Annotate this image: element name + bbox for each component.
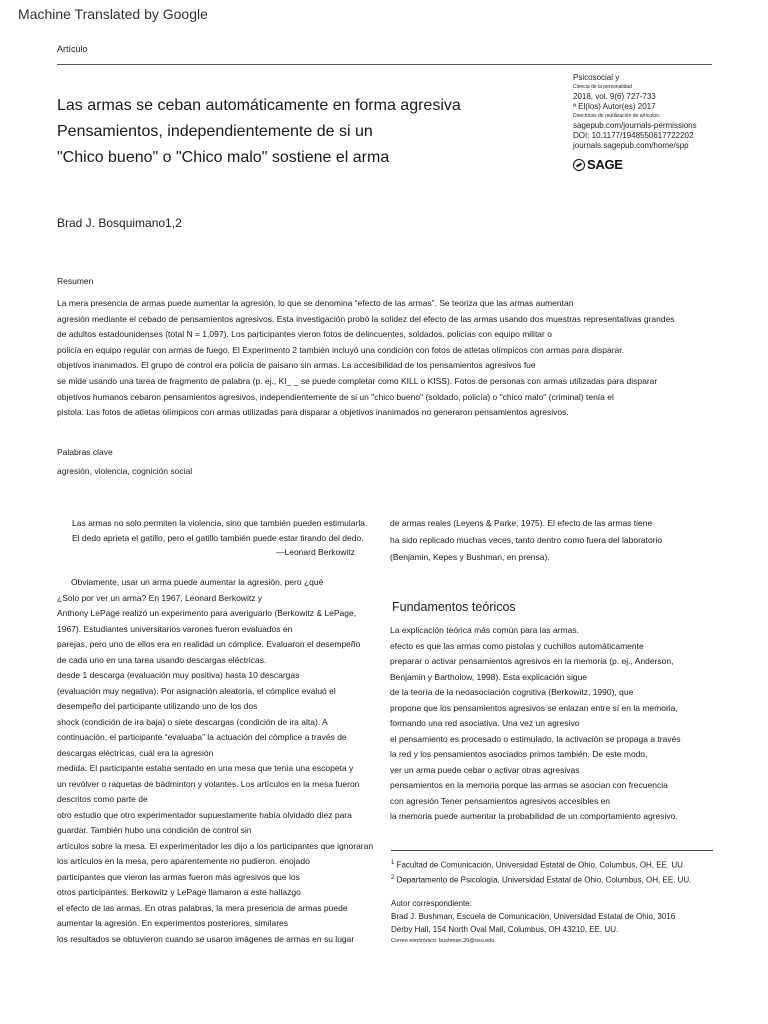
epigraph-attribution: —Leonard Berkowitz bbox=[276, 547, 355, 557]
body-left-column bbox=[57, 575, 379, 947]
footnote-text: Facultad de Comunicación, Universidad Estatal de Ohio, Columbus, OH, EE. UU. bbox=[396, 860, 686, 870]
keywords-heading: Palabras clave bbox=[57, 447, 113, 457]
abstract-line: de adultos estadounidenses (total N = 1,097). Los participantes vieron fotos de delincuentes, soldados, policías con equipo militar o bbox=[57, 329, 552, 340]
body-line: formando una red asociativa. Una vez un agresivo bbox=[390, 718, 580, 728]
body-line: desde 1 descarga (evaluación muy positiva) hasta 10 descargas bbox=[57, 670, 300, 680]
body-line: descargas eléctricas, cuál era la agresión bbox=[57, 747, 214, 758]
footnote-rule bbox=[391, 850, 713, 851]
abstract-line: objetivos inanimados. El grupo de control era policía de paisano sin armas. La accesibilidad de los pensamientos agresivos fue bbox=[57, 360, 536, 371]
journal-copyright: ª El(los) Autor(es) 2017 bbox=[573, 102, 656, 111]
author-name: Brad J. Bosquimano1,2 bbox=[57, 216, 182, 230]
body-line: medida. El participante estaba sentado en una mesa que tenía una escopeta y bbox=[57, 763, 354, 773]
correspondence-email[interactable]: Correo electrónico: bushman.20@osu.edu bbox=[391, 938, 495, 944]
body-line: ver un arma puede cebar o activar otras agresivas bbox=[390, 764, 580, 775]
abstract-line: La mera presencia de armas puede aumentar la agresión, lo que se denomina “efecto de las armas”. Se teoriza que las armas aumentan bbox=[57, 298, 574, 308]
body-line: Benjamin y Bartholow, 1998). Esta explicación sigue bbox=[390, 671, 588, 682]
epigraph-line: El dedo aprieta el gatillo, pero el gatillo también puede estar tirando del dedo. bbox=[72, 532, 364, 543]
footnote bbox=[391, 857, 721, 872]
footnote bbox=[391, 872, 721, 887]
body-line: otros participantes. Berkowitz y LePage llamaron a este hallazgo bbox=[57, 887, 301, 897]
footnote-mark: 2 bbox=[391, 874, 395, 881]
abstract-line: objetivos humanos cebaron pensamientos agresivos, independientemente de si un "chico bueno" (soldado, policía) o "chico malo" (criminal) tenía el bbox=[57, 391, 614, 402]
title-line: "Chico bueno" o "Chico malo" sostiene el arma bbox=[57, 149, 390, 166]
epigraph-line: Las armas no solo permiten la violencia, sino que también pueden estimularla. bbox=[72, 518, 368, 528]
permissions-link[interactable]: sagepub.com/journals-permissions bbox=[573, 121, 697, 130]
body-line: parejas, pero uno de ellos era en realidad un cómplice. Evaluaron el desempeño bbox=[57, 639, 361, 649]
sage-logo-text: SAGE bbox=[587, 157, 623, 172]
body-line: un revólver o raquetas de bádminton y volantes. Los artículos en la mesa fueron bbox=[57, 778, 360, 789]
body-line: continuación, el participante “evaluaba” la actuación del cómplice a través de bbox=[57, 732, 347, 742]
body-line: otro estudio que otro experimentador supuestamente había olvidado diez para bbox=[57, 809, 352, 820]
corresponding-author bbox=[391, 897, 721, 946]
abstract-line: policía en equipo regular con armas de fuego. El Experimento 2 también incluyó una condición con fotos de atletas olímpicos con armas para disparar. bbox=[57, 344, 624, 355]
footnote-text: Departamento de Psicología, Universidad Estatal de Ohio, Columbus, OH, EE. UU. bbox=[396, 875, 692, 885]
header-rule bbox=[57, 64, 712, 65]
footnote-mark: 1 bbox=[391, 860, 395, 866]
machine-translated-banner: Machine Translated by Google bbox=[18, 6, 208, 22]
body-line: Anthony LePage realizó un experimento para averiguarlo (Berkowitz & LePage, bbox=[57, 608, 357, 618]
body-line: efecto es que las armas como pistolas y cuchillos automáticamente bbox=[390, 640, 644, 651]
body-line: aumentar la agresión. En experimentos posteriores, similares bbox=[57, 918, 289, 928]
journal-info bbox=[573, 72, 723, 172]
reuse-guidelines: Directrices de reutilización de artículos: bbox=[573, 113, 660, 119]
article-title bbox=[57, 93, 537, 171]
abstract-body bbox=[57, 296, 717, 421]
section-heading-theory: Fundamentos teóricos bbox=[392, 600, 516, 614]
correspondence-heading: Autor correspondiente: bbox=[391, 899, 472, 908]
correspondence-line: Brad J. Bushman, Escuela de Comunicación, Universidad Estatal de Ohio, 3016 bbox=[391, 912, 676, 921]
keywords-list: agresión, violencia, cognición social bbox=[57, 466, 193, 476]
body-line: de armas reales (Leyens & Parke, 1975). El efecto de las armas tiene bbox=[390, 518, 653, 528]
body-line: guardar. También hubo una condición de control sin bbox=[57, 825, 252, 835]
epigraph bbox=[72, 516, 367, 560]
body-line: pensamientos en la memoria porque las armas se asocian con frecuencia bbox=[390, 780, 668, 790]
body-line: la memoria puede aumentar la probabilidad de un comportamiento agresivo. bbox=[390, 811, 678, 821]
journal-homepage-link[interactable]: journals.sagepub.com/home/spp bbox=[573, 141, 689, 150]
body-line: el efecto de las armas. En otras palabras, la mera presencia de armas puede bbox=[57, 902, 348, 913]
affiliation-footnotes bbox=[391, 857, 721, 886]
body-line: La explicación teórica más común para las armas. bbox=[390, 625, 579, 635]
body-line: participantes que vieron las armas fueron más agresivos que los bbox=[57, 871, 300, 882]
article-type-label: Artículo bbox=[57, 44, 88, 54]
body-line: con agresión Tener pensamientos agresivos accesibles en bbox=[390, 795, 611, 806]
doi-link[interactable]: DOI: 10.1177/1948550617722202 bbox=[573, 131, 694, 140]
sage-logo bbox=[573, 157, 723, 172]
body-line: de cada uno en una tarea usando descargas eléctricas. bbox=[57, 654, 267, 665]
body-line: 1967). Estudiantes universitarios varones fueron evaluados en bbox=[57, 623, 293, 634]
body-line: preparar o activar pensamientos agresivos en la memoria (p. ej., Anderson, bbox=[390, 656, 674, 666]
body-line: el pensamiento es procesado o estimulado, la activación se propaga a través bbox=[390, 733, 681, 744]
sage-logo-icon bbox=[573, 159, 585, 171]
body-line: de la teoría de la neoasociación cognitiva (Berkowitz, 1990), que bbox=[390, 687, 634, 697]
body-line: (evaluación muy negativa). Por asignación aleatoria, el cómplice evaluó el bbox=[57, 685, 336, 696]
abstract-line: se mide usando una tarea de fragmento de palabra (p. ej., KI_ _ se puede completar como KILL o KISS). Fotos de personas con armas utilizadas para disparar bbox=[57, 375, 658, 386]
body-line: artículos sobre la mesa. El experimentador les dijo a los participantes que ignoraran bbox=[57, 840, 374, 851]
body-line: los resultados se obtuvieron cuando se usaron imágenes de armas en su lugar bbox=[57, 933, 355, 944]
abstract-line: pistola. Las fotos de atletas olímpicos con armas utilizadas para disparar a objetivos inanimados no generaron pensamientos agresivos. bbox=[57, 407, 569, 418]
journal-citation: 2018, vol. 9(6) 727-733 bbox=[573, 92, 656, 101]
title-line: Pensamientos, independientemente de si un bbox=[57, 123, 373, 140]
body-right-column bbox=[390, 623, 720, 825]
journal-name: Psicosocial y bbox=[573, 73, 620, 82]
abstract-heading: Resumen bbox=[57, 276, 94, 286]
title-line: Las armas se ceban automáticamente en forma agresiva bbox=[57, 97, 461, 114]
abstract-line: agresión mediante el cebado de pensamientos agresivos. Esta investigación probó la solidez del efecto de las armas usando dos muestras representativas grandes bbox=[57, 313, 675, 324]
journal-subtitle: Ciencia de la personalidad bbox=[573, 84, 632, 90]
body-line: ¿Solo por ver un arma? En 1967, Leonard Berkowitz y bbox=[57, 592, 263, 603]
body-line: los artículos en la mesa, pero aparentemente no pudieron. enojado bbox=[57, 856, 310, 866]
body-line: desempeño del participante utilizando uno de los dos bbox=[57, 701, 258, 711]
body-line: ha sido replicado muchas veces, tanto dentro como fuera del laboratorio bbox=[390, 535, 663, 545]
body-line: shock (condición de ira baja) o siete descargas (condición de ira alta). A bbox=[57, 716, 328, 727]
body-line: Obviamente, usar un arma puede aumentar la agresión, pero ¿qué bbox=[71, 577, 324, 587]
body-line: la red y los pensamientos asociados primos también. De este modo, bbox=[390, 749, 648, 759]
body-line: propone que los pensamientos agresivos se enlazan entre sí en la memoria, bbox=[390, 702, 678, 713]
body-line: descritos como parte de bbox=[57, 794, 148, 804]
correspondence-line: Derby Hall, 154 North Oval Mall, Columbus, OH 43210, EE. UU. bbox=[391, 925, 619, 934]
body-line: (Benjamin, Kepes y Bushman, en prensa). bbox=[390, 552, 550, 562]
body-right-intro bbox=[390, 515, 720, 566]
